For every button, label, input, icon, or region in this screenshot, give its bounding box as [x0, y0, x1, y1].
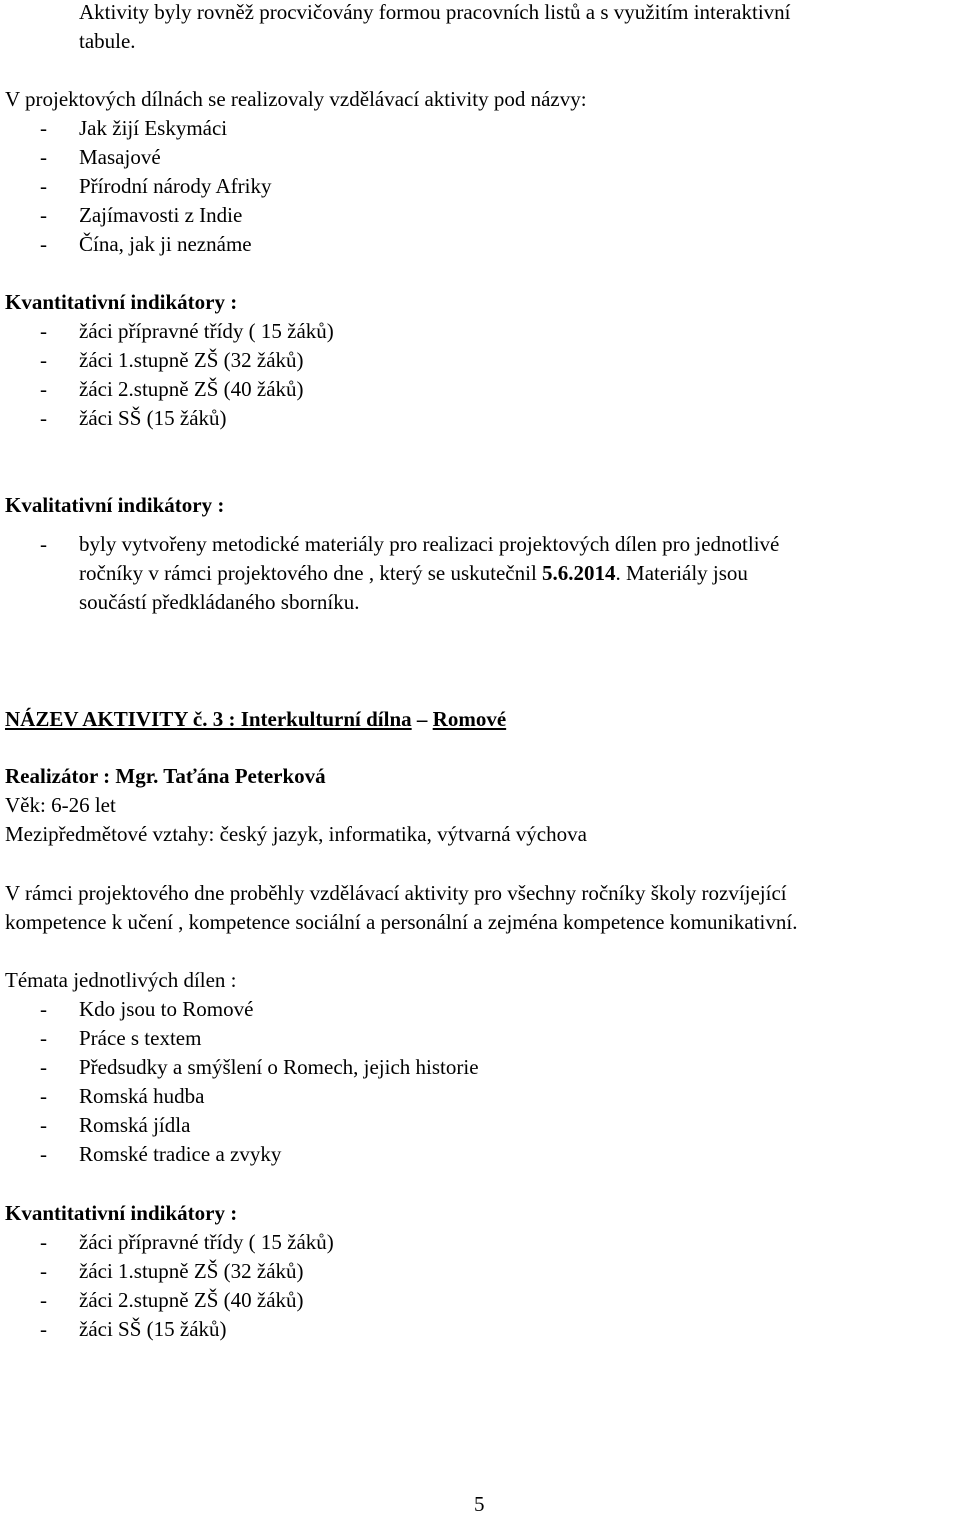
age-range: Věk: 6-26 let	[5, 793, 116, 817]
activity-title-text: NÁZEV AKTIVITY č. 3 : Interkulturní dílna	[5, 707, 412, 731]
topics-heading: Témata jednotlivých dílen :	[5, 968, 237, 992]
list-item-text: žáci SŠ (15 žáků)	[79, 406, 227, 430]
qualitative-heading: Kvalitativní indikátory :	[5, 493, 225, 517]
list-item-text: Předsudky a smýšlení o Romech, jejich historie	[79, 1055, 479, 1079]
list-dash: -	[40, 232, 47, 256]
activity-title-dash: –	[411, 707, 433, 731]
list-dash: -	[40, 997, 47, 1021]
intro-line-1: Aktivity byly rovněž procvičovány formou pracovních listů a s využitím interaktivní	[79, 0, 791, 24]
list-item-text: Romské tradice a zvyky	[79, 1142, 282, 1166]
description-line-2: kompetence k učení , kompetence sociální a personální a zejména kompetence komunikativní.	[5, 910, 798, 934]
quantitative-heading: Kvantitativní indikátory :	[5, 290, 238, 314]
list-item-text: Přírodní národy Afriky	[79, 174, 272, 198]
list-dash: -	[40, 319, 47, 343]
qualitative-line-3: součástí předkládaného sborníku.	[79, 590, 360, 614]
subject-relations: Mezipředmětové vztahy: český jazyk, informatika, výtvarná výchova	[5, 822, 587, 846]
list-item-text: žáci 2.stupně ZŠ (40 žáků)	[79, 1288, 304, 1312]
list-dash: -	[40, 348, 47, 372]
list-item-text: Jak žijí Eskymáci	[79, 116, 228, 140]
list-dash: -	[40, 1259, 47, 1283]
list-dash: -	[40, 1026, 47, 1050]
qualitative-text: . Materiály jsou	[615, 561, 748, 585]
list-dash: -	[40, 1288, 47, 1312]
page-number: 5	[474, 1492, 485, 1516]
list-item-text: žáci 2.stupně ZŠ (40 žáků)	[79, 377, 304, 401]
list-dash: -	[40, 203, 47, 227]
list-dash: -	[40, 1055, 47, 1079]
list-dash: -	[40, 145, 47, 169]
description-line-1: V rámci projektového dne proběhly vzdělávací aktivity pro všechny ročníky školy rozvíjející	[5, 881, 787, 905]
list-dash: -	[40, 1113, 47, 1137]
activity-title-topic: Romové	[432, 707, 507, 731]
workshops-heading: V projektových dílnách se realizovaly vzdělávací aktivity pod názvy:	[5, 87, 587, 111]
list-dash: -	[40, 532, 47, 556]
list-item-text: Zajímavosti z Indie	[79, 203, 243, 227]
qualitative-text: ročníky v rámci projektového dne , který se uskutečnil	[79, 561, 543, 585]
list-dash: -	[40, 377, 47, 401]
list-item-text: žáci přípravné třídy ( 15 žáků)	[79, 1230, 334, 1254]
list-item-text: žáci 1.stupně ZŠ (32 žáků)	[79, 348, 304, 372]
realizer: Realizátor : Mgr. Taťána Peterková	[5, 764, 326, 788]
list-item-text: žáci přípravné třídy ( 15 žáků)	[79, 319, 334, 343]
list-item-text: žáci SŠ (15 žáků)	[79, 1317, 227, 1341]
list-dash: -	[40, 1317, 47, 1341]
list-dash: -	[40, 1084, 47, 1108]
qualitative-text: byly vytvořeny metodické materiály pro realizaci projektových dílen pro jednotlivé	[79, 532, 780, 556]
list-item-text: žáci 1.stupně ZŠ (32 žáků)	[79, 1259, 304, 1283]
list-dash: -	[40, 1142, 47, 1166]
list-dash: -	[40, 406, 47, 430]
list-item-text: Práce s textem	[79, 1026, 202, 1050]
list-dash: -	[40, 116, 47, 140]
list-item-text: Romská hudba	[79, 1084, 205, 1108]
list-item-text: Masajové	[79, 145, 161, 169]
list-item-text: Kdo jsou to Romové	[79, 997, 254, 1021]
list-dash: -	[40, 174, 47, 198]
qualitative-line-2	[79, 561, 748, 585]
intro-line-2: tabule.	[79, 29, 136, 53]
activity-title	[5, 707, 506, 731]
quantitative-heading: Kvantitativní indikátory :	[5, 1201, 238, 1225]
list-dash: -	[40, 1230, 47, 1254]
list-item-text: Romská jídla	[79, 1113, 191, 1137]
list-item-text: Čína, jak ji neznáme	[79, 232, 252, 256]
project-date: 5.6.2014	[542, 561, 616, 585]
